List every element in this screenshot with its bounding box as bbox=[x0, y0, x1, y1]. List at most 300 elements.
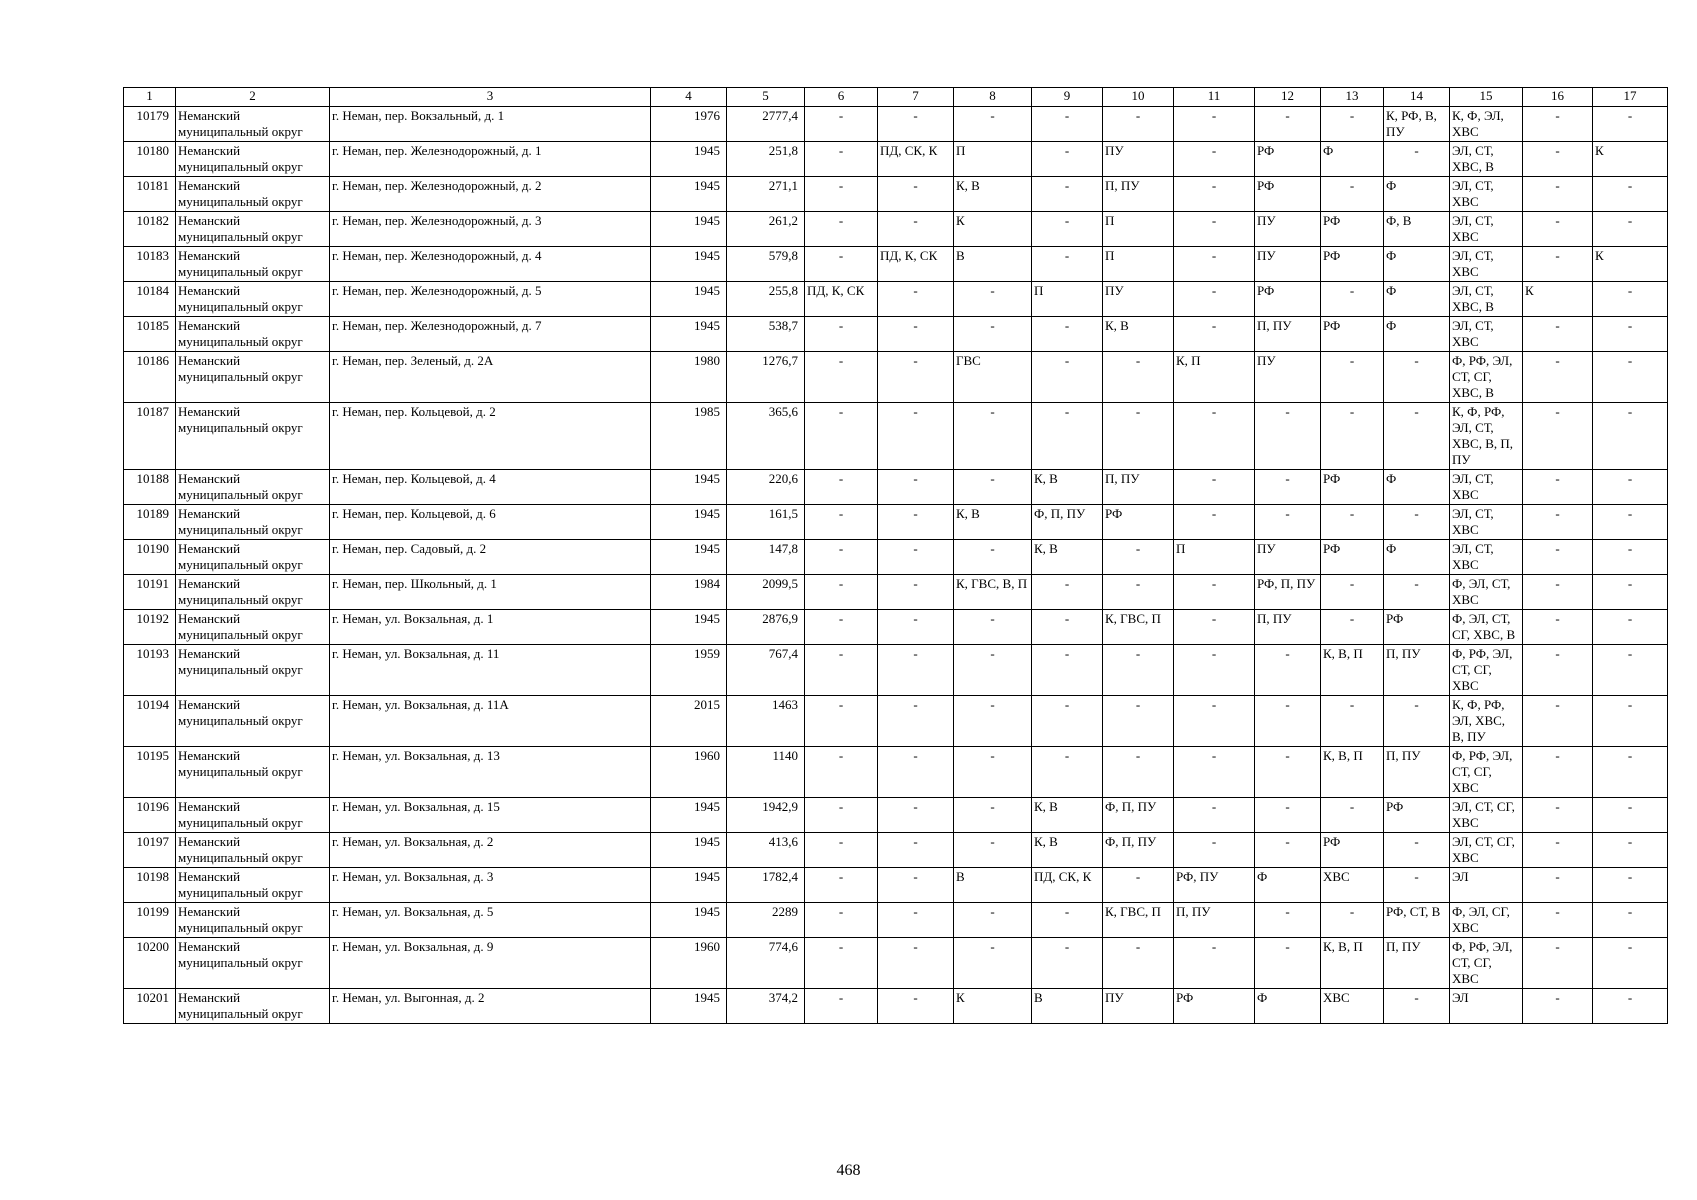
cell-row-number: 10187 bbox=[124, 403, 176, 470]
cell-col-9: - bbox=[1032, 645, 1103, 696]
cell-row-number: 10186 bbox=[124, 352, 176, 403]
cell-col-13: К, В, П bbox=[1321, 645, 1384, 696]
cell-area: 255,8 bbox=[727, 282, 805, 317]
cell-col-14: Ф bbox=[1384, 247, 1450, 282]
cell-area: 413,6 bbox=[727, 833, 805, 868]
column-header-5: 5 bbox=[727, 88, 805, 107]
cell-col-11: РФ bbox=[1174, 989, 1255, 1024]
cell-col-6: - bbox=[805, 938, 878, 989]
cell-col-8: - bbox=[954, 696, 1032, 747]
table-row bbox=[124, 352, 1668, 403]
cell-area: 261,2 bbox=[727, 212, 805, 247]
cell-col-7: - bbox=[878, 989, 954, 1024]
cell-col-6: - bbox=[805, 317, 878, 352]
cell-col-12: - bbox=[1255, 798, 1321, 833]
cell-area: 147,8 bbox=[727, 540, 805, 575]
cell-col-6: - bbox=[805, 610, 878, 645]
cell-col-11: - bbox=[1174, 798, 1255, 833]
cell-address: г. Неман, ул. Вокзальная, д. 13 bbox=[330, 747, 651, 798]
cell-district: Неманский муниципальный округ bbox=[176, 352, 330, 403]
column-header-9: 9 bbox=[1032, 88, 1103, 107]
cell-row-number: 10179 bbox=[124, 107, 176, 142]
cell-col-9: - bbox=[1032, 747, 1103, 798]
column-header-14: 14 bbox=[1384, 88, 1450, 107]
column-header-2: 2 bbox=[176, 88, 330, 107]
cell-col-13: РФ bbox=[1321, 247, 1384, 282]
cell-col-14: РФ bbox=[1384, 610, 1450, 645]
cell-col-13: - bbox=[1321, 696, 1384, 747]
cell-col-16: - bbox=[1523, 645, 1593, 696]
cell-address: г. Неман, пер. Железнодорожный, д. 5 bbox=[330, 282, 651, 317]
cell-district: Неманский муниципальный округ bbox=[176, 505, 330, 540]
cell-address: г. Неман, ул. Вокзальная, д. 3 bbox=[330, 868, 651, 903]
cell-area: 220,6 bbox=[727, 470, 805, 505]
cell-col-16: - bbox=[1523, 142, 1593, 177]
cell-col-7: - bbox=[878, 868, 954, 903]
cell-col-12: ПУ bbox=[1255, 540, 1321, 575]
cell-col-10: П bbox=[1103, 212, 1174, 247]
cell-col-11: - bbox=[1174, 610, 1255, 645]
cell-year-built: 1984 bbox=[651, 575, 727, 610]
cell-year-built: 1945 bbox=[651, 282, 727, 317]
cell-col-10: К, ГВС, П bbox=[1103, 610, 1174, 645]
cell-address: г. Неман, пер. Железнодорожный, д. 4 bbox=[330, 247, 651, 282]
cell-col-17: - bbox=[1593, 212, 1668, 247]
cell-col-12: - bbox=[1255, 505, 1321, 540]
cell-col-10: - bbox=[1103, 938, 1174, 989]
cell-col-17: - bbox=[1593, 352, 1668, 403]
cell-col-12: П, ПУ bbox=[1255, 317, 1321, 352]
table-row bbox=[124, 403, 1668, 470]
cell-year-built: 1985 bbox=[651, 403, 727, 470]
cell-col-11: - bbox=[1174, 747, 1255, 798]
cell-col-16: - bbox=[1523, 868, 1593, 903]
cell-col-8: - bbox=[954, 470, 1032, 505]
table-row bbox=[124, 575, 1668, 610]
cell-col-16: - bbox=[1523, 317, 1593, 352]
cell-col-11: - bbox=[1174, 575, 1255, 610]
cell-col-16: - bbox=[1523, 212, 1593, 247]
cell-col-15: Ф, ЭЛ, СТ, ХВС bbox=[1450, 575, 1523, 610]
cell-col-15: ЭЛ bbox=[1450, 868, 1523, 903]
cell-row-number: 10190 bbox=[124, 540, 176, 575]
cell-row-number: 10201 bbox=[124, 989, 176, 1024]
cell-address: г. Неман, пер. Кольцевой, д. 2 bbox=[330, 403, 651, 470]
cell-col-14: - bbox=[1384, 575, 1450, 610]
cell-col-15: ЭЛ, СТ, ХВС bbox=[1450, 247, 1523, 282]
cell-col-16: - bbox=[1523, 575, 1593, 610]
cell-col-11: - bbox=[1174, 470, 1255, 505]
cell-district: Неманский муниципальный округ bbox=[176, 645, 330, 696]
cell-col-15: К, Ф, РФ, ЭЛ, СТ, ХВС, В, П, ПУ bbox=[1450, 403, 1523, 470]
column-header-3: 3 bbox=[330, 88, 651, 107]
table-row bbox=[124, 470, 1668, 505]
column-header-10: 10 bbox=[1103, 88, 1174, 107]
cell-col-11: П bbox=[1174, 540, 1255, 575]
cell-area: 1942,9 bbox=[727, 798, 805, 833]
cell-col-14: - bbox=[1384, 833, 1450, 868]
cell-col-12: ПУ bbox=[1255, 212, 1321, 247]
cell-col-13: Ф bbox=[1321, 142, 1384, 177]
cell-col-6: - bbox=[805, 989, 878, 1024]
cell-col-17: - bbox=[1593, 317, 1668, 352]
cell-col-14: Ф bbox=[1384, 470, 1450, 505]
cell-col-9: - bbox=[1032, 403, 1103, 470]
cell-col-17: К bbox=[1593, 247, 1668, 282]
cell-col-8: - bbox=[954, 645, 1032, 696]
cell-col-17: - bbox=[1593, 540, 1668, 575]
cell-col-7: - bbox=[878, 938, 954, 989]
column-header-6: 6 bbox=[805, 88, 878, 107]
cell-col-16: - bbox=[1523, 107, 1593, 142]
cell-row-number: 10182 bbox=[124, 212, 176, 247]
cell-year-built: 1945 bbox=[651, 540, 727, 575]
cell-col-14: Ф bbox=[1384, 177, 1450, 212]
cell-area: 365,6 bbox=[727, 403, 805, 470]
cell-col-16: - bbox=[1523, 610, 1593, 645]
cell-address: г. Неман, ул. Вокзальная, д. 2 bbox=[330, 833, 651, 868]
cell-district: Неманский муниципальный округ bbox=[176, 107, 330, 142]
cell-col-9: - bbox=[1032, 352, 1103, 403]
cell-year-built: 1945 bbox=[651, 833, 727, 868]
table-body bbox=[124, 107, 1668, 1024]
cell-col-6: - bbox=[805, 696, 878, 747]
cell-col-11: П, ПУ bbox=[1174, 903, 1255, 938]
cell-district: Неманский муниципальный округ bbox=[176, 212, 330, 247]
cell-year-built: 1945 bbox=[651, 247, 727, 282]
cell-col-9: Ф, П, ПУ bbox=[1032, 505, 1103, 540]
cell-col-14: Ф bbox=[1384, 282, 1450, 317]
cell-col-17: - bbox=[1593, 403, 1668, 470]
table-row bbox=[124, 645, 1668, 696]
cell-col-7: ПД, СК, К bbox=[878, 142, 954, 177]
cell-col-9: П bbox=[1032, 282, 1103, 317]
cell-district: Неманский муниципальный округ bbox=[176, 747, 330, 798]
cell-col-8: - bbox=[954, 403, 1032, 470]
cell-year-built: 1960 bbox=[651, 747, 727, 798]
table-row bbox=[124, 142, 1668, 177]
cell-district: Неманский муниципальный округ bbox=[176, 833, 330, 868]
cell-col-11: - bbox=[1174, 212, 1255, 247]
cell-col-14: - bbox=[1384, 505, 1450, 540]
cell-col-8: П bbox=[954, 142, 1032, 177]
cell-col-12: - bbox=[1255, 833, 1321, 868]
cell-col-17: - bbox=[1593, 610, 1668, 645]
column-header-12: 12 bbox=[1255, 88, 1321, 107]
cell-col-13: - bbox=[1321, 403, 1384, 470]
cell-col-9: - bbox=[1032, 938, 1103, 989]
cell-col-14: П, ПУ bbox=[1384, 645, 1450, 696]
cell-col-16: - bbox=[1523, 505, 1593, 540]
cell-col-10: - bbox=[1103, 540, 1174, 575]
cell-col-16: - bbox=[1523, 470, 1593, 505]
cell-col-14: - bbox=[1384, 696, 1450, 747]
cell-col-10: - bbox=[1103, 868, 1174, 903]
cell-area: 271,1 bbox=[727, 177, 805, 212]
table-row bbox=[124, 868, 1668, 903]
cell-col-10: ПУ bbox=[1103, 142, 1174, 177]
cell-col-9: - bbox=[1032, 610, 1103, 645]
cell-col-6: - bbox=[805, 540, 878, 575]
cell-col-10: К, В bbox=[1103, 317, 1174, 352]
cell-col-13: - bbox=[1321, 903, 1384, 938]
cell-col-15: Ф, РФ, ЭЛ, СТ, СГ, ХВС bbox=[1450, 645, 1523, 696]
cell-col-17: - bbox=[1593, 645, 1668, 696]
cell-col-10: П bbox=[1103, 247, 1174, 282]
cell-row-number: 10200 bbox=[124, 938, 176, 989]
cell-year-built: 1945 bbox=[651, 989, 727, 1024]
cell-col-6: - bbox=[805, 833, 878, 868]
cell-address: г. Неман, ул. Выгонная, д. 2 bbox=[330, 989, 651, 1024]
cell-area: 1140 bbox=[727, 747, 805, 798]
cell-col-11: - bbox=[1174, 403, 1255, 470]
cell-col-6: - bbox=[805, 142, 878, 177]
cell-col-11: - bbox=[1174, 177, 1255, 212]
cell-address: г. Неман, пер. Вокзальный, д. 1 bbox=[330, 107, 651, 142]
cell-col-12: ПУ bbox=[1255, 247, 1321, 282]
cell-col-7: - bbox=[878, 282, 954, 317]
cell-col-7: - bbox=[878, 798, 954, 833]
cell-col-14: - bbox=[1384, 989, 1450, 1024]
cell-district: Неманский муниципальный округ bbox=[176, 989, 330, 1024]
cell-col-16: - bbox=[1523, 798, 1593, 833]
cell-col-15: К, Ф, РФ, ЭЛ, ХВС, В, ПУ bbox=[1450, 696, 1523, 747]
cell-col-14: П, ПУ bbox=[1384, 938, 1450, 989]
cell-district: Неманский муниципальный округ bbox=[176, 317, 330, 352]
cell-col-12: П, ПУ bbox=[1255, 610, 1321, 645]
cell-col-17: - bbox=[1593, 575, 1668, 610]
cell-col-9: - bbox=[1032, 696, 1103, 747]
cell-col-7: - bbox=[878, 833, 954, 868]
cell-col-12: - bbox=[1255, 747, 1321, 798]
cell-col-13: ХВС bbox=[1321, 868, 1384, 903]
cell-year-built: 1945 bbox=[651, 470, 727, 505]
cell-col-9: - bbox=[1032, 177, 1103, 212]
cell-district: Неманский муниципальный округ bbox=[176, 142, 330, 177]
cell-year-built: 1945 bbox=[651, 505, 727, 540]
cell-col-7: - bbox=[878, 575, 954, 610]
cell-col-6: - bbox=[805, 645, 878, 696]
cell-col-11: РФ, ПУ bbox=[1174, 868, 1255, 903]
table-row bbox=[124, 610, 1668, 645]
cell-address: г. Неман, пер. Железнодорожный, д. 7 bbox=[330, 317, 651, 352]
cell-col-15: Ф, РФ, ЭЛ, СТ, СГ, ХВС bbox=[1450, 938, 1523, 989]
cell-area: 1276,7 bbox=[727, 352, 805, 403]
cell-col-7: - bbox=[878, 540, 954, 575]
cell-row-number: 10199 bbox=[124, 903, 176, 938]
cell-row-number: 10197 bbox=[124, 833, 176, 868]
cell-col-14: Ф bbox=[1384, 317, 1450, 352]
cell-row-number: 10185 bbox=[124, 317, 176, 352]
cell-col-8: - bbox=[954, 317, 1032, 352]
cell-col-7: - bbox=[878, 403, 954, 470]
cell-col-16: - bbox=[1523, 747, 1593, 798]
cell-col-11: - bbox=[1174, 142, 1255, 177]
cell-col-17: - bbox=[1593, 177, 1668, 212]
cell-col-13: - bbox=[1321, 107, 1384, 142]
cell-district: Неманский муниципальный округ bbox=[176, 540, 330, 575]
cell-col-6: - bbox=[805, 868, 878, 903]
cell-row-number: 10191 bbox=[124, 575, 176, 610]
cell-col-11: - bbox=[1174, 833, 1255, 868]
column-header-13: 13 bbox=[1321, 88, 1384, 107]
cell-col-7: - bbox=[878, 470, 954, 505]
cell-year-built: 2015 bbox=[651, 696, 727, 747]
cell-col-13: РФ bbox=[1321, 540, 1384, 575]
cell-col-12: - bbox=[1255, 470, 1321, 505]
page-number: 468 bbox=[836, 1162, 861, 1179]
table-row bbox=[124, 798, 1668, 833]
table-row bbox=[124, 696, 1668, 747]
cell-year-built: 1976 bbox=[651, 107, 727, 142]
table-row bbox=[124, 317, 1668, 352]
column-header-15: 15 bbox=[1450, 88, 1523, 107]
cell-col-7: - bbox=[878, 747, 954, 798]
column-header-7: 7 bbox=[878, 88, 954, 107]
cell-col-10: - bbox=[1103, 747, 1174, 798]
cell-col-12: ПУ bbox=[1255, 352, 1321, 403]
cell-col-13: - bbox=[1321, 575, 1384, 610]
cell-col-8: К bbox=[954, 989, 1032, 1024]
cell-area: 2876,9 bbox=[727, 610, 805, 645]
cell-col-17: - bbox=[1593, 107, 1668, 142]
cell-col-12: РФ, П, ПУ bbox=[1255, 575, 1321, 610]
cell-col-11: - bbox=[1174, 107, 1255, 142]
cell-col-15: ЭЛ, СТ, ХВС bbox=[1450, 177, 1523, 212]
cell-col-11: - bbox=[1174, 505, 1255, 540]
cell-col-7: - bbox=[878, 177, 954, 212]
cell-address: г. Неман, пер. Железнодорожный, д. 2 bbox=[330, 177, 651, 212]
cell-col-14: Ф bbox=[1384, 540, 1450, 575]
cell-col-8: - bbox=[954, 798, 1032, 833]
cell-col-8: В bbox=[954, 868, 1032, 903]
cell-col-9: - bbox=[1032, 317, 1103, 352]
cell-year-built: 1945 bbox=[651, 177, 727, 212]
cell-col-13: - bbox=[1321, 505, 1384, 540]
cell-col-17: - bbox=[1593, 903, 1668, 938]
cell-address: г. Неман, пер. Зеленый, д. 2А bbox=[330, 352, 651, 403]
cell-address: г. Неман, ул. Вокзальная, д. 11А bbox=[330, 696, 651, 747]
table-row bbox=[124, 747, 1668, 798]
cell-col-7: - bbox=[878, 696, 954, 747]
cell-row-number: 10188 bbox=[124, 470, 176, 505]
cell-col-15: ЭЛ, СТ, СГ, ХВС bbox=[1450, 798, 1523, 833]
cell-col-16: - bbox=[1523, 903, 1593, 938]
cell-district: Неманский муниципальный округ bbox=[176, 575, 330, 610]
cell-col-14: К, РФ, В, ПУ bbox=[1384, 107, 1450, 142]
cell-col-9: В bbox=[1032, 989, 1103, 1024]
cell-col-13: - bbox=[1321, 610, 1384, 645]
cell-col-6: ПД, К, СК bbox=[805, 282, 878, 317]
cell-col-10: - bbox=[1103, 352, 1174, 403]
cell-col-15: ЭЛ, СТ, СГ, ХВС bbox=[1450, 833, 1523, 868]
table-row bbox=[124, 938, 1668, 989]
cell-col-12: РФ bbox=[1255, 177, 1321, 212]
cell-address: г. Неман, ул. Вокзальная, д. 1 bbox=[330, 610, 651, 645]
cell-col-12: - bbox=[1255, 107, 1321, 142]
cell-col-15: ЭЛ, СТ, ХВС bbox=[1450, 540, 1523, 575]
cell-col-7: - bbox=[878, 317, 954, 352]
cell-col-13: К, В, П bbox=[1321, 747, 1384, 798]
cell-col-9: - bbox=[1032, 247, 1103, 282]
cell-col-17: - bbox=[1593, 833, 1668, 868]
table-row bbox=[124, 107, 1668, 142]
cell-col-6: - bbox=[805, 747, 878, 798]
table-row bbox=[124, 903, 1668, 938]
cell-address: г. Неман, пер. Кольцевой, д. 4 bbox=[330, 470, 651, 505]
cell-col-13: РФ bbox=[1321, 212, 1384, 247]
cell-col-15: Ф, РФ, ЭЛ, СТ, СГ, ХВС, В bbox=[1450, 352, 1523, 403]
cell-col-15: Ф, ЭЛ, СТ, СГ, ХВС, В bbox=[1450, 610, 1523, 645]
cell-address: г. Неман, пер. Школьный, д. 1 bbox=[330, 575, 651, 610]
cell-col-7: - bbox=[878, 645, 954, 696]
cell-row-number: 10195 bbox=[124, 747, 176, 798]
cell-year-built: 1945 bbox=[651, 798, 727, 833]
cell-col-12: Ф bbox=[1255, 989, 1321, 1024]
table-row bbox=[124, 282, 1668, 317]
cell-col-13: - bbox=[1321, 352, 1384, 403]
cell-col-10: П, ПУ bbox=[1103, 470, 1174, 505]
cell-col-13: - bbox=[1321, 282, 1384, 317]
cell-col-10: Ф, П, ПУ bbox=[1103, 833, 1174, 868]
cell-row-number: 10181 bbox=[124, 177, 176, 212]
cell-district: Неманский муниципальный округ bbox=[176, 610, 330, 645]
cell-col-7: - bbox=[878, 505, 954, 540]
cell-col-8: - bbox=[954, 107, 1032, 142]
cell-col-15: ЭЛ, СТ, ХВС bbox=[1450, 505, 1523, 540]
cell-col-12: - bbox=[1255, 696, 1321, 747]
cell-col-10: - bbox=[1103, 645, 1174, 696]
cell-col-7: - bbox=[878, 352, 954, 403]
cell-col-10: Ф, П, ПУ bbox=[1103, 798, 1174, 833]
cell-col-8: - bbox=[954, 833, 1032, 868]
cell-col-6: - bbox=[805, 505, 878, 540]
cell-col-17: - bbox=[1593, 282, 1668, 317]
cell-col-6: - bbox=[805, 352, 878, 403]
cell-col-7: - bbox=[878, 903, 954, 938]
cell-col-15: ЭЛ bbox=[1450, 989, 1523, 1024]
cell-col-8: - bbox=[954, 747, 1032, 798]
cell-col-12: РФ bbox=[1255, 142, 1321, 177]
cell-col-14: - bbox=[1384, 142, 1450, 177]
cell-col-8: - bbox=[954, 282, 1032, 317]
cell-col-13: РФ bbox=[1321, 470, 1384, 505]
cell-col-6: - bbox=[805, 177, 878, 212]
cell-col-17: - bbox=[1593, 989, 1668, 1024]
cell-col-14: - bbox=[1384, 868, 1450, 903]
cell-area: 774,6 bbox=[727, 938, 805, 989]
column-header-17: 17 bbox=[1593, 88, 1668, 107]
cell-col-15: Ф, ЭЛ, СГ, ХВС bbox=[1450, 903, 1523, 938]
cell-col-9: - bbox=[1032, 903, 1103, 938]
cell-col-14: Ф, В bbox=[1384, 212, 1450, 247]
cell-col-10: ПУ bbox=[1103, 989, 1174, 1024]
cell-col-9: К, В bbox=[1032, 798, 1103, 833]
table-row bbox=[124, 505, 1668, 540]
cell-col-9: ПД, СК, К bbox=[1032, 868, 1103, 903]
cell-col-10: РФ bbox=[1103, 505, 1174, 540]
cell-year-built: 1959 bbox=[651, 645, 727, 696]
cell-col-8: ГВС bbox=[954, 352, 1032, 403]
cell-col-17: К bbox=[1593, 142, 1668, 177]
cell-col-13: - bbox=[1321, 177, 1384, 212]
cell-col-9: К, В bbox=[1032, 833, 1103, 868]
table-row bbox=[124, 177, 1668, 212]
cell-district: Неманский муниципальный округ bbox=[176, 868, 330, 903]
cell-col-9: К, В bbox=[1032, 470, 1103, 505]
cell-col-6: - bbox=[805, 212, 878, 247]
cell-col-8: - bbox=[954, 540, 1032, 575]
